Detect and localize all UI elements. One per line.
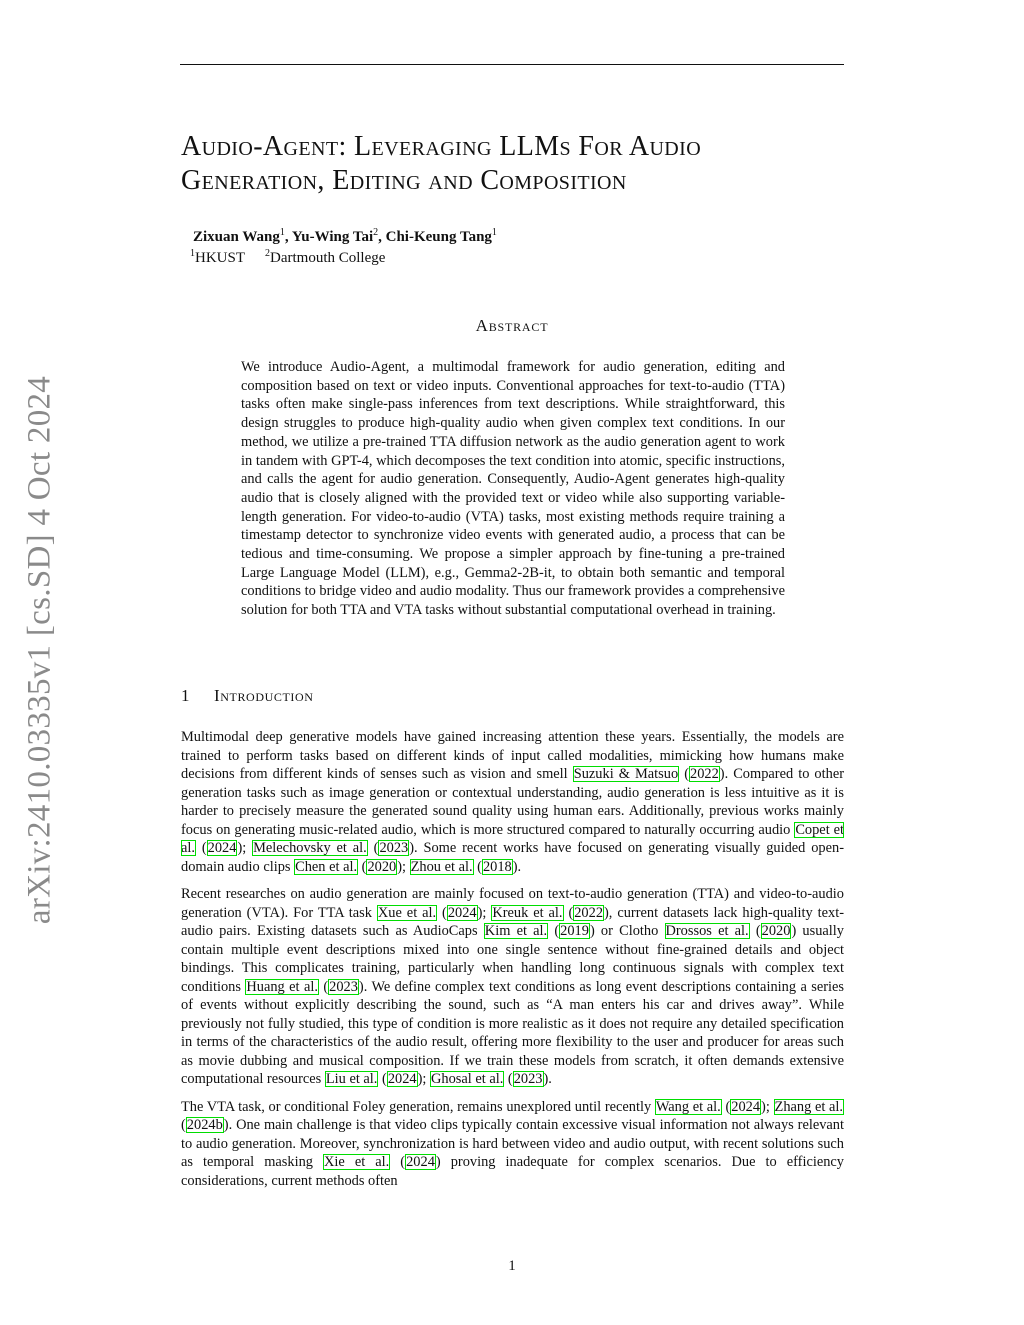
title-line-2: Generation, Editing and Composition — [181, 165, 627, 196]
citation-link[interactable]: 2018 — [482, 858, 512, 875]
affil-sup: 2 — [265, 248, 271, 259]
citation-link[interactable]: Chen et al. — [295, 858, 358, 875]
citation-link[interactable]: 2024 — [406, 1154, 435, 1170]
affil-sup: 1 — [190, 248, 195, 259]
text-run: ). — [543, 1071, 552, 1087]
citation-link[interactable]: 2024 — [731, 1098, 761, 1115]
text-run: ( — [358, 858, 367, 875]
text-run: ( — [181, 1117, 186, 1133]
citation-link[interactable]: 2023 — [329, 978, 358, 995]
text-run: The VTA task, or conditional Foley generation, remains unexplored until recently — [181, 1098, 655, 1115]
citation-link[interactable]: Melechovsky et al. — [253, 840, 367, 856]
section-title: Introduction — [214, 686, 314, 705]
citation-link[interactable]: Copet et al. — [181, 821, 845, 856]
citation-link[interactable]: 2024 — [207, 840, 237, 856]
citation-link[interactable]: 2024b — [186, 1117, 223, 1133]
author-affil-sup: 2 — [373, 227, 379, 238]
text-run: ( — [437, 904, 447, 921]
citation-link[interactable]: Zhang et al. — [774, 1098, 844, 1115]
text-run: ). Compared to other generation tasks such as image generation or contextual understanding, audio generation is less intuitive as it is harder to precisely measure the generated sound quality using human ears. Additionally, previous works mainly focus on generating music-related audio, which is more structured compared to naturally occurring audio — [181, 766, 845, 838]
citation-link[interactable]: 2020 — [761, 923, 791, 939]
text-run: ( — [390, 1154, 406, 1170]
text-run: ) or Clotho — [589, 923, 665, 939]
text-run: ( — [721, 1098, 731, 1115]
paper-title — [181, 130, 841, 198]
text-run: ); — [417, 1071, 430, 1087]
paragraph — [181, 728, 844, 876]
text-run: ). One main challenge is that video clips typically contain excessive visual information not always relevant to audio generation. Moreover, synchronization is hard between video and audio output, with recent solutions such as temporal masking — [181, 1117, 844, 1170]
citation-link[interactable]: 2019 — [560, 923, 589, 939]
text-run: ). — [512, 858, 522, 875]
text-run: ( — [563, 904, 574, 921]
author-list: Zixuan Wang$^1$, Yu-Wing Tai$^2$, Chi-Keung Tang$^1$ — [193, 227, 497, 245]
text-run: ( — [378, 1071, 387, 1087]
text-run: ( — [473, 858, 482, 875]
citation-link[interactable]: Zhou et al. — [410, 858, 473, 875]
text-run: ( — [679, 766, 689, 782]
text-run: ); — [397, 858, 410, 875]
author-name: Chi-Keung Tang — [385, 229, 492, 245]
citation-link[interactable]: 2024 — [447, 904, 477, 921]
citation-link[interactable]: Liu et al. — [325, 1071, 378, 1087]
text-run: ); — [761, 1098, 774, 1115]
text-run: ). We define complex text conditions as long event descriptions containing a series of events without explicitly describing the sound, such as “A man enters his car and drives away”. While previously not fully studied, this type of condition is more realistic as it does not require any detailed specification in terms of the characteristics of the audio result, offering more flexibility to the user and producer for areas such as movie dubbing and musical composition. If we train these models from scratch, it often demands extensive computational resources — [181, 978, 844, 1087]
citation-link[interactable]: 2024 — [387, 1071, 417, 1087]
author-name: Yu-Wing Tai — [291, 229, 374, 245]
text-run: ) usually contain multiple event descriptions mixed into one single sentence without fine-grained details and object bindings. This complicates training, particularly when handling long continuous signals with complex text conditions — [181, 923, 844, 995]
text-run: ( — [367, 840, 379, 856]
citation-link[interactable]: Xue et al. — [377, 904, 437, 921]
citation-link[interactable]: 2023 — [379, 840, 409, 856]
citation-link[interactable]: 2020 — [367, 858, 397, 875]
author-affil-sup: 1 — [279, 227, 285, 238]
text-run: Recent researches on audio generation are mainly focused on text-to-audio generation (TTA) and video-to-audio generation (VTA). For TTA task — [181, 886, 844, 921]
title-line-1: Audio-Agent: Leveraging LLMs For Audio — [181, 131, 702, 162]
introduction-body — [181, 728, 844, 1190]
text-run: ( — [548, 923, 560, 939]
top-rule — [180, 64, 844, 65]
author-name: Zixuan Wang — [193, 229, 280, 245]
text-run: ), current datasets lack high-quality text-audio pairs. Existing datasets such as AudioCaps — [181, 904, 845, 939]
text-run: ( — [749, 923, 761, 939]
arxiv-id[interactable]: arXiv:2410.03335v1 [cs.SD] 4 Oct 2024 — [21, 375, 58, 925]
text-run: ( — [318, 978, 329, 995]
section-heading-introduction — [181, 686, 314, 706]
citation-link[interactable]: 2023 — [513, 1071, 543, 1087]
text-run: ); — [477, 904, 492, 921]
citation-link[interactable]: Kreuk et al. — [492, 904, 563, 921]
text-run: ( — [195, 840, 207, 856]
citation-link[interactable]: Xie et al. — [324, 1154, 390, 1170]
section-number: 1 — [181, 686, 191, 705]
paragraph — [181, 885, 844, 1089]
citation-link[interactable]: Suzuki & Matsuo — [573, 766, 679, 782]
page-number: 1 — [508, 1258, 516, 1274]
text-run: Multimodal deep generative models have gained increasing attention these years. Essentially, the models are trained to perform tasks based on different kinds of input called modalities, mimicking how humans make decisions from different kinds of senses such as vision and smell — [181, 729, 844, 782]
text-run: ); — [237, 840, 253, 856]
citation-link[interactable]: Huang et al. — [246, 978, 318, 995]
citation-link[interactable]: Kim et al. — [484, 923, 548, 939]
abstract-heading: Abstract — [475, 316, 549, 335]
affiliation: HKUST — [195, 250, 246, 266]
abstract-text: We introduce Audio-Agent, a multimodal framework for audio generation, editing and composition based on text or video inputs. Conventional approaches for text-to-audio (TTA) tasks often make single-pass inferences from text descriptions. While straightforward, this design struggles to produce high-quality audio when given complex text conditions. In our method, we utilize a pre-trained TTA diffusion network as the audio generation agent to work in tandem with GPT-4, which decomposes the text condition into atomic, specific instructions, and calls the agent for audio generation. Consequently, Audio-Agent generates high-quality audio that is closely aligned with the provided text or video while also supporting variable-length generation. For video-to-audio (VTA) tasks, most existing methods require training a timestamp detector to synchronize video events with generated audio, a process that can be tedious and time-consuming. We propose a simpler approach by fine-tuning a pre-trained Large Language Model (LLM), e.g., Gemma2-2B-it, to obtain both semantic and temporal conditions to bridge video and audio modality. Thus our framework provides a comprehensive solution for both TTA and VTA tasks without substantial computational overhead in training. — [241, 359, 785, 619]
citation-link[interactable]: Ghosal et al. — [430, 1071, 504, 1087]
citation-link[interactable]: Wang et al. — [655, 1098, 721, 1115]
affiliations — [190, 250, 385, 267]
affiliation: Dartmouth College — [270, 250, 386, 266]
author-affil-sup: 1 — [491, 227, 497, 238]
text-run: ( — [504, 1071, 513, 1087]
citation-link[interactable]: 2022 — [690, 766, 719, 782]
citation-link[interactable]: 2022 — [574, 904, 604, 921]
text-run: ). Some recent works have focused on generating visually guided open-domain audio clips — [181, 840, 844, 875]
citation-link[interactable]: Drossos et al. — [665, 923, 749, 939]
paragraph — [181, 1098, 844, 1191]
text-run: ) proving inadequate for complex scenarios. Due to efficiency considerations, current methods often — [181, 1154, 845, 1189]
